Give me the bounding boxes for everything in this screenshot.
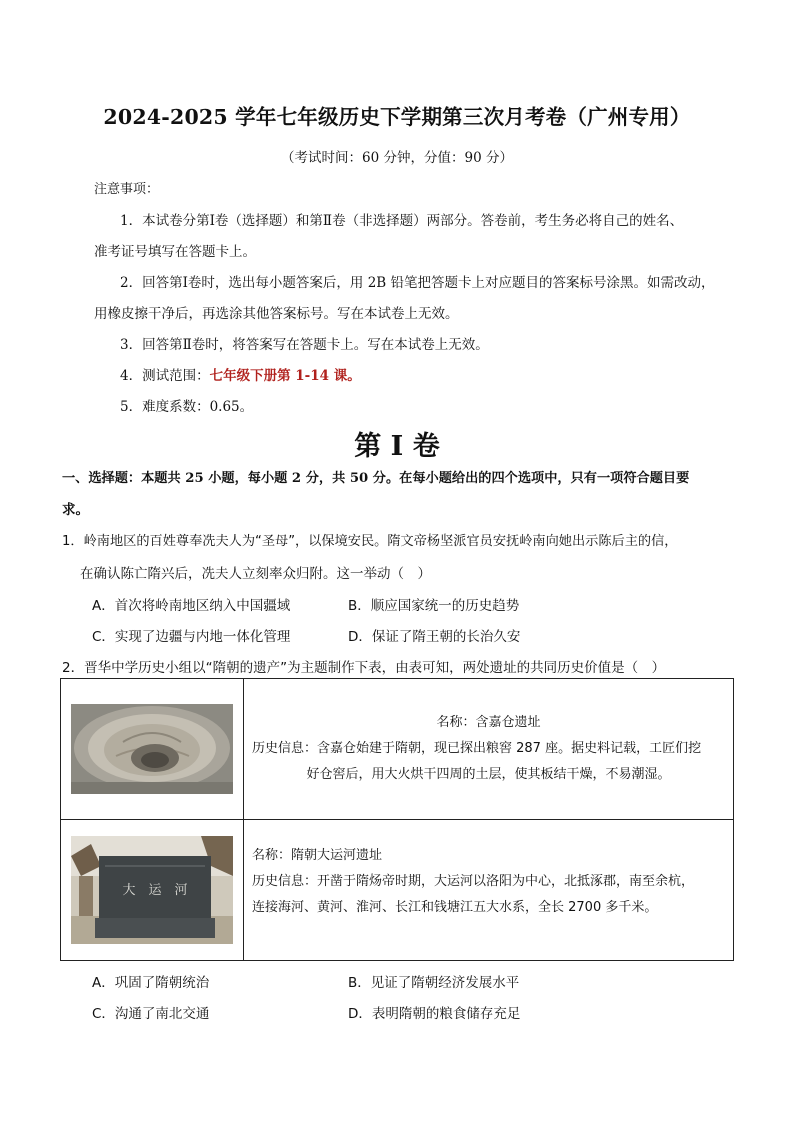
note-2-line-2: 用橡皮擦干净后，再选涂其他答案标号。写在本试卷上无效。 bbox=[94, 306, 459, 322]
q1-stem-line-2: 在确认陈亡隋兴后，冼夫人立刻率众归附。这一举动（ ） bbox=[80, 566, 431, 582]
note-4-range: 七年级下册第 1-14 课。 bbox=[209, 368, 361, 384]
note-1-line-1: 1．本试卷分第Ⅰ卷（选择题）和第Ⅱ卷（非选择题）两部分。答卷前，考生务必将自己的姓名、 bbox=[120, 213, 684, 229]
q2-option-c: C．沟通了南北交通 bbox=[92, 1006, 210, 1022]
q2-option-d: D．表明隋朝的粮食储存充足 bbox=[348, 1006, 521, 1022]
granary-photo-cell bbox=[61, 679, 244, 820]
canal-photo-cell bbox=[61, 820, 244, 961]
q2-table bbox=[60, 678, 734, 961]
q1-option-b: B．顺应国家统一的历史趋势 bbox=[348, 598, 520, 614]
granary-name: 名称：含嘉仓遗址 bbox=[436, 715, 541, 730]
canal-info-line-1: 历史信息：开凿于隋炀帝时期，大运河以洛阳为中心，北抵涿郡，南至余杭， bbox=[252, 874, 695, 889]
q1-option-d: D．保证了隋王朝的长治久安 bbox=[348, 629, 521, 645]
note-2-line-1: 2．回答第Ⅰ卷时，选出每小题答案后，用 2B 铅笔把答题卡上对应题目的答案标号涂黑。如需改动， bbox=[120, 275, 715, 291]
note-1-line-2: 准考证号填写在答题卡上。 bbox=[94, 244, 256, 260]
note-3: 3．回答第Ⅱ卷时，将答案写在答题卡上。写在本试卷上无效。 bbox=[120, 337, 489, 353]
granary-info-line-2: 好仓窖后，用大火烘干四周的土层，使其板结干燥，不易潮湿。 bbox=[306, 767, 671, 782]
q2-option-a: A．巩固了隋朝统治 bbox=[92, 975, 210, 991]
granary-photo bbox=[71, 704, 233, 794]
exam-subtitle: （考试时间：60 分钟，分值：90 分） bbox=[281, 150, 513, 166]
granary-info-cell bbox=[244, 679, 734, 820]
canal-name: 名称：隋朝大运河遗址 bbox=[252, 848, 383, 863]
canal-stele-photo bbox=[71, 836, 233, 944]
canal-info-line-2: 连接海河、黄河、淮河、长江和钱塘江五大水系，全长 2700 多千米。 bbox=[252, 900, 658, 915]
instruction-line-2: 求。 bbox=[62, 502, 89, 518]
q1-stem-line-1: 1．岭南地区的百姓尊奉冼夫人为“圣母”，以保境安民。隋文帝杨坚派官员安抚岭南向她出示陈后主的信， bbox=[62, 534, 678, 549]
stele-text: 大 运 河 bbox=[122, 883, 188, 898]
table-row bbox=[61, 820, 734, 961]
notes-heading: 注意事项： bbox=[94, 182, 160, 197]
q2-option-b: B．见证了隋朝经济发展水平 bbox=[348, 975, 520, 991]
instruction-line-1: 一、选择题：本题共 25 小题，每小题 2 分，共 50 分。在每小题给出的四个选项中，只有一项符合题目要 bbox=[62, 471, 690, 486]
canal-info-cell bbox=[244, 820, 734, 961]
note-4-prefix: 4．测试范围： bbox=[120, 368, 210, 384]
table-row bbox=[61, 679, 734, 820]
q1-option-c: C．实现了边疆与内地一体化管理 bbox=[92, 629, 291, 645]
section-title: 第 I 卷 bbox=[354, 431, 440, 462]
granary-info-line-1: 历史信息：含嘉仓始建于隋朝，现已探出粮窖 287 座。据史料记载，工匠们挖 bbox=[252, 741, 702, 756]
q2-stem: 2．晋华中学历史小组以“隋朝的遗产”为主题制作下表，由表可知，两处遗址的共同历史价值是（ ） bbox=[62, 660, 666, 676]
note-5: 5．难度系数：0.65。 bbox=[120, 399, 254, 415]
page-title: 2024-2025 学年七年级历史下学期第三次月考卷（广州专用） bbox=[103, 105, 691, 129]
note-4 bbox=[120, 364, 361, 384]
q1-option-a: A．首次将岭南地区纳入中国疆域 bbox=[92, 598, 291, 614]
